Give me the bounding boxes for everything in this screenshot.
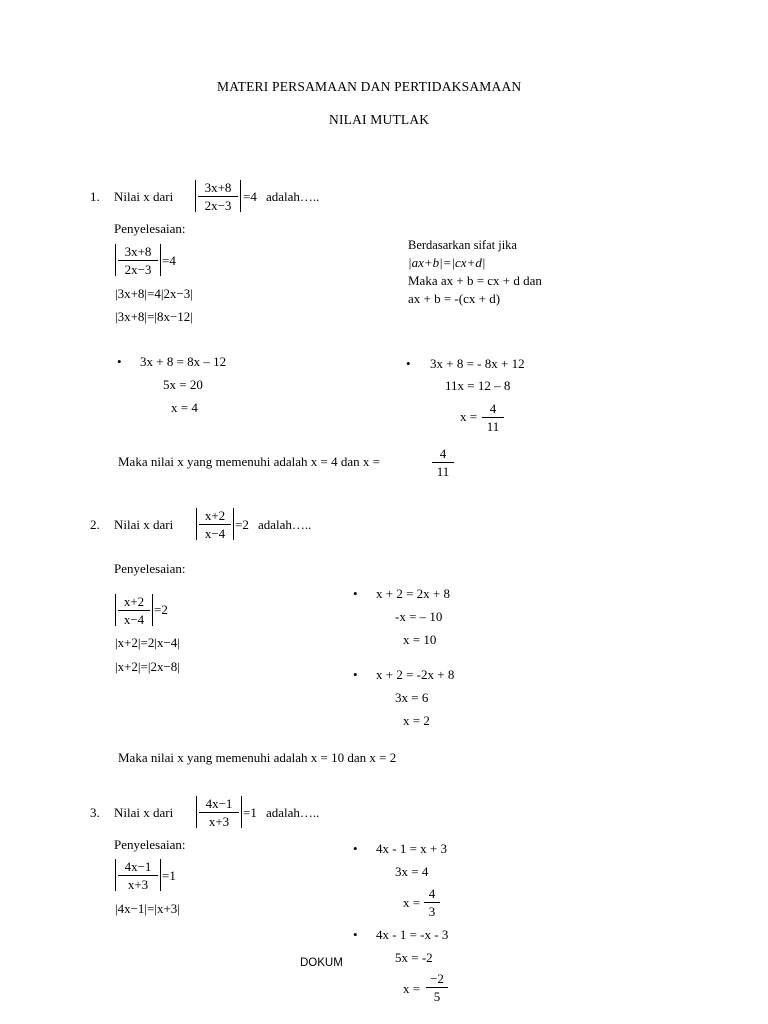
case-1a-line1: 3x + 8 = 8x – 12 [140, 354, 227, 369]
problem-1-question-post: adalah….. [266, 189, 320, 204]
problem-2-solution-label: Penyelesaian: [114, 561, 186, 576]
doc-title-line1: MATERI PERSAMAAN DAN PERTIDAKSAMAAN [217, 79, 522, 94]
case-3a-line1: 4x - 1 = x + 3 [376, 841, 447, 856]
solution-1-fraction [118, 245, 158, 276]
fraction-denominator: 11 [436, 464, 450, 479]
fraction-denominator: x+3 [127, 877, 149, 892]
fraction-bar [199, 812, 239, 813]
solution-3-abs-bars [115, 859, 161, 891]
problem-3-question-post: adalah….. [266, 805, 320, 820]
fraction-numerator: 3x+8 [124, 244, 152, 259]
problem-2-number: 2. [90, 517, 100, 532]
doc-title-line2: NILAI MUTLAK [329, 112, 430, 127]
case-3a-line2: 3x = 4 [395, 864, 429, 879]
case-2b-line2: 3x = 6 [395, 690, 429, 705]
fraction-bar [118, 610, 150, 611]
case-3b-line2: 5x = -2 [395, 950, 433, 965]
fraction-bar [198, 196, 238, 197]
fraction-bar [118, 875, 158, 876]
solution-2-fraction [118, 595, 150, 626]
solution-2-line3: |x+2|=|2x−8| [115, 659, 180, 674]
solution-3-line2: |4x−1|=|x+3| [115, 901, 180, 916]
solution-1-line3: |3x+8|=|8x−12| [115, 309, 193, 324]
fraction-denominator: x−4 [123, 612, 145, 627]
solution-3-fraction [118, 860, 158, 891]
bullet-icon: • [353, 667, 358, 682]
fraction-numerator: x+2 [204, 508, 226, 523]
case-3a-line3-pre: x = [403, 895, 421, 910]
conclusion-1-fraction [432, 447, 454, 478]
fraction-bar [424, 902, 440, 903]
problem-1-conclusion: Maka nilai x yang memenuhi adalah x = 4 dan x = [118, 454, 380, 469]
fraction-numerator: x+2 [123, 594, 145, 609]
problem-1-fraction [198, 181, 238, 212]
case-3b-line3-pre: x = [403, 981, 421, 996]
case-3a-fraction [424, 887, 440, 918]
problem-3-abs-bars [196, 796, 242, 828]
fraction-denominator: 2x−3 [204, 198, 232, 213]
fraction-numerator: 3x+8 [204, 180, 232, 195]
problem-2-question-post: adalah….. [258, 517, 312, 532]
fraction-denominator: 3 [428, 904, 436, 919]
case-1b-line1: 3x + 8 = - 8x + 12 [430, 356, 525, 371]
solution-1-line2: |3x+8|=4|2x−3| [115, 286, 193, 301]
problem-2-conclusion: Maka nilai x yang memenuhi adalah x = 10 dan x = 2 [118, 750, 397, 765]
fraction-numerator: 4 [428, 886, 436, 901]
solution-3-rhs: =1 [162, 868, 176, 883]
problem-3-question-pre: Nilai x dari [114, 805, 174, 820]
fraction-numerator: 4 [439, 446, 447, 461]
property-note-line4: ax + b = -(cx + d) [408, 291, 501, 306]
bullet-icon: • [353, 841, 358, 856]
case-2a-line3: x = 10 [403, 632, 437, 647]
problem-1-number: 1. [90, 189, 100, 204]
problem-3-fraction [199, 797, 239, 828]
bullet-icon: • [353, 927, 358, 942]
case-2a-line2: -x = – 10 [395, 609, 443, 624]
fraction-denominator: 5 [433, 989, 441, 1004]
problem-2-fraction [199, 509, 231, 540]
solution-1-rhs: =4 [162, 253, 176, 268]
problem-2-abs-bars [196, 508, 234, 540]
fraction-numerator: −2 [430, 971, 444, 986]
problem-3-rhs: =1 [243, 805, 257, 820]
fraction-bar [199, 524, 231, 525]
fraction-bar [482, 417, 504, 418]
fraction-bar [426, 987, 448, 988]
solution-2-line2: |x+2|=2|x−4| [115, 635, 180, 650]
problem-1-question-pre: Nilai x dari [114, 189, 174, 204]
fraction-denominator: x+3 [208, 814, 230, 829]
bullet-icon: • [117, 354, 122, 369]
case-1a-line3: x = 4 [171, 400, 198, 415]
problem-3-solution-label: Penyelesaian: [114, 837, 186, 852]
case-2a-line1: x + 2 = 2x + 8 [376, 586, 450, 601]
solution-2-rhs: =2 [154, 602, 168, 617]
fraction-denominator: x−4 [204, 526, 226, 541]
problem-1-rhs: =4 [243, 189, 257, 204]
bullet-icon: • [353, 586, 358, 601]
problem-2-question-pre: Nilai x dari [114, 517, 174, 532]
page-footer: DOKUM [300, 957, 343, 969]
case-3b-line1: 4x - 1 = -x - 3 [376, 927, 449, 942]
solution-1-abs-bars [115, 244, 161, 276]
case-1b-fraction [482, 402, 504, 433]
solution-2-abs-bars [115, 594, 153, 626]
problem-3-number: 3. [90, 805, 100, 820]
case-1b-line3-pre: x = [460, 409, 478, 424]
property-note-line2: |ax+b|=|cx+d| [408, 255, 486, 270]
case-1b-line2: 11x = 12 – 8 [445, 378, 511, 393]
case-3b-fraction [426, 972, 448, 1003]
property-note-line3: Maka ax + b = cx + d dan [408, 273, 542, 288]
fraction-denominator: 11 [486, 419, 500, 434]
fraction-numerator: 4 [489, 401, 497, 416]
bullet-icon: • [406, 356, 411, 371]
case-1a-line2: 5x = 20 [163, 377, 203, 392]
problem-2-rhs: =2 [235, 517, 249, 532]
case-2b-line3: x = 2 [403, 713, 430, 728]
case-2b-line1: x + 2 = -2x + 8 [376, 667, 455, 682]
fraction-denominator: 2x−3 [124, 262, 152, 277]
problem-1-abs-bars [195, 180, 241, 212]
fraction-bar [118, 260, 158, 261]
property-note-line1: Berdasarkan sifat jika [408, 238, 517, 252]
fraction-numerator: 4x−1 [124, 859, 152, 874]
fraction-numerator: 4x−1 [205, 796, 233, 811]
fraction-bar [432, 462, 454, 463]
problem-1-solution-label: Penyelesaian: [114, 221, 186, 236]
